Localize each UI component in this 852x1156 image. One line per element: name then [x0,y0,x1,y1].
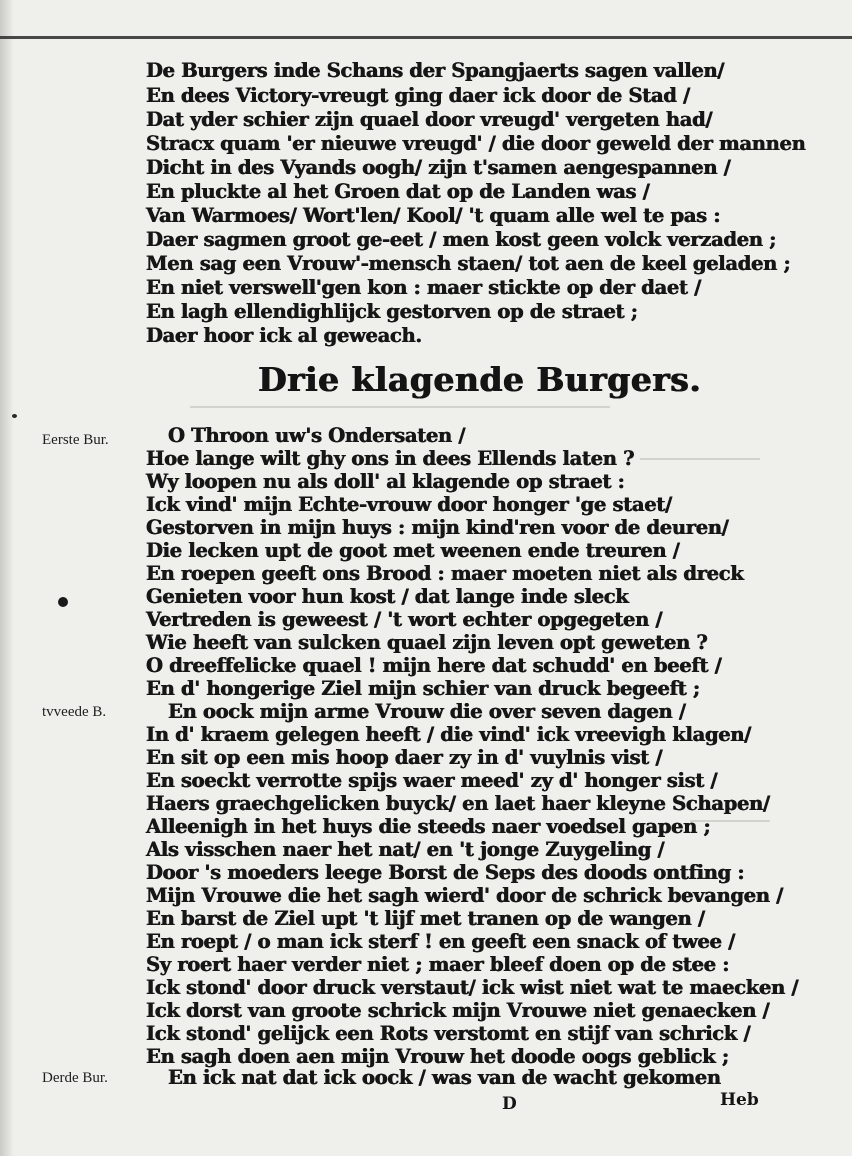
verse-line: En ick nat dat ick oock / was van de wacht gekomen [168,1066,721,1089]
verse-line: Ick stond' door druck verstaut/ ick wist niet wat te maecken / [146,976,799,999]
verse-line: Genieten voor hun kost / dat lange inde sleck [146,585,629,608]
verse-line: Haers graechgelicken buyck/ en laet haer kleyne Schapen/ [146,792,770,815]
section-heading: Drie klagende Burgers. [258,360,702,399]
speaker-label-second: tvveede B. [42,704,107,720]
verse-line: Wy loopen nu als doll' al klagende op straet : [146,470,625,493]
verse-line: En barst de Ziel upt 't lijf met tranen op de wangen / [146,907,705,930]
verse-line: O dreeffelicke quael ! mijn here dat schudd' en beeft / [146,654,722,677]
verse-line: En soeckt verrotte spijs waer meed' zy d' honger sist / [146,769,718,792]
verse-line: Die lecken upt de goot met weenen ende treuren / [146,539,680,562]
signature-mark: D [502,1094,517,1114]
verse-line: Sy roert haer verder niet ; maer bleef doen op de stee : [146,953,730,976]
speaker-label-third: Derde Bur. [42,1070,108,1086]
verse-line: Dicht in des Vyands oogh/ zijn t'samen aengespannen / [146,156,731,179]
verse-line: Ick vind' mijn Echte-vrouw door honger 'ge staet/ [146,493,672,516]
verse-line: Dat yder schier zijn quael door vreugd' vergeten had/ [146,108,713,131]
verse-line: En niet verswell'gen kon : maer stickte op der daet / [146,276,702,299]
verse-line: Hoe lange wilt ghy ons in dees Ellends laten ? [146,447,635,470]
verse-line: Stracx quam 'er nieuwe vreugd' / die door geweld der mannen [146,132,806,155]
scan-edge-shadow [0,0,14,1156]
verse-line: En sit op een mis hoop daer zy in d' vuylnis vist / [146,746,663,769]
verse-line: Mijn Vrouwe die het sagh wierd' door de schrick bevangen / [146,884,784,907]
verse-line: De Burgers inde Schans der Spangjaerts sagen vallen/ [146,59,725,82]
verse-line: Vertreden is geweest / 't wort echter opgegeten / [146,608,663,631]
verse-line: En d' hongerige Ziel mijn schier van druck begeeft ; [146,677,700,700]
verse-line: Als visschen naer het nat/ en 't jonge Zuygeling / [146,838,665,861]
verse-line: Door 's moeders leege Borst de Seps des doods ontfing : [146,861,745,884]
verse-line: En dees Victory-vreugt ging daer ick door de Stad / [146,84,690,107]
verse-line: Wie heeft van sulcken quael zijn leven opt geweten ? [146,631,708,654]
verse-line: Men sag een Vrouw'-mensch staen/ tot aen de keel geladen ; [146,252,791,275]
verse-line: En lagh ellendighlijck gestorven op de straet ; [146,300,638,323]
verse-line: Daer sagmen groot ge-eet / men kost geen volck verzaden ; [146,228,777,251]
show-through-mark [190,406,610,408]
verse-line: En roepen geeft ons Brood : maer moeten niet als dreck [146,562,744,585]
verse-line: Ick stond' gelijck een Rots verstomt en stijf van schrick / [146,1022,751,1045]
catchword: Heb [720,1090,759,1110]
speaker-label-first: Eerste Bur. [42,432,109,448]
top-rule [0,36,852,39]
verse-line: En roept / o man ick sterf ! en geeft een snack of twee / [146,930,736,953]
show-through-mark [640,458,760,460]
ink-dot [58,597,68,607]
verse-line: Alleenigh in het huys die steeds naer voedsel gapen ; [146,815,711,838]
verse-line: Ick dorst van groote schrick mijn Vrouwe niet genaecken / [146,999,770,1022]
verse-line: Daer hoor ick al geweach. [146,324,422,347]
verse-line: En oock mijn arme Vrouw die over seven dagen / [168,700,686,723]
verse-line: Gestorven in mijn huys : mijn kind'ren voor de deuren/ [146,516,729,539]
verse-line: In d' kraem gelegen heeft / die vind' ick vreevigh klagen/ [146,723,752,746]
verse-line: En pluckte al het Groen dat op de Landen was / [146,180,650,203]
verse-line: Van Warmoes/ Wort'len/ Kool/ 't quam alle wel te pas : [146,204,721,227]
verse-line: O Throon uw's Ondersaten / [168,424,466,447]
ink-speck [12,414,17,418]
verse-line: En sagh doen aen mijn Vrouw het doode oogs geblick ; [146,1045,729,1068]
